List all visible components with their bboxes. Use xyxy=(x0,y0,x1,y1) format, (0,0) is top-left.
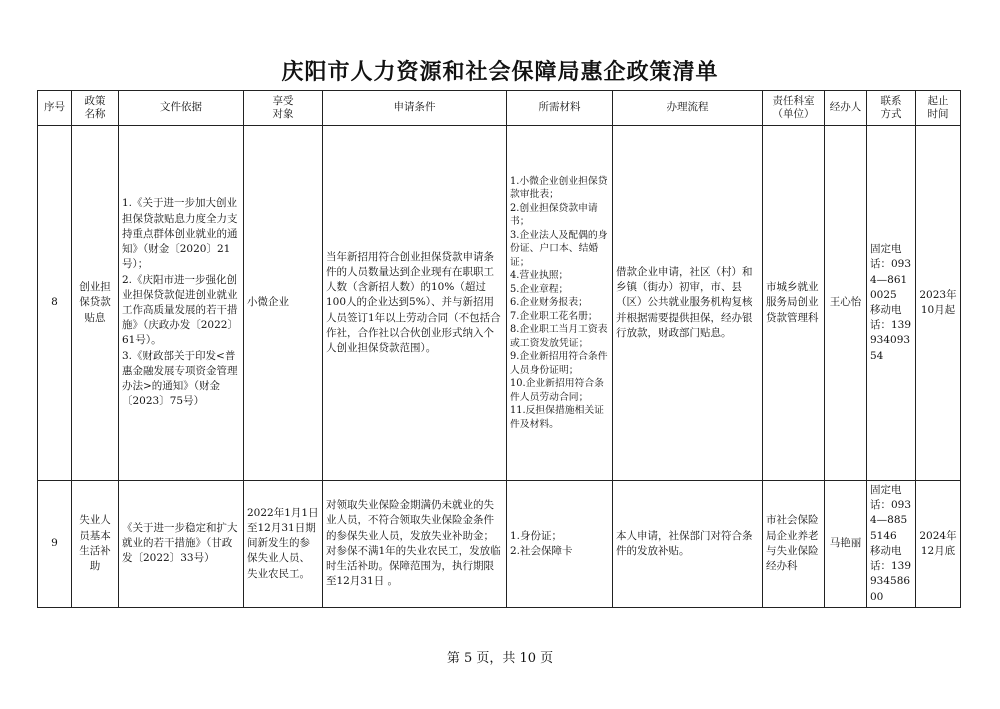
row-dept: 市社会保险局企业养老与失业保险经办科 xyxy=(763,481,825,608)
row-contact: 固定电话：0934—8610025 移动电话：13993409354 xyxy=(867,126,916,481)
page-footer: 第 5 页，共 10 页 xyxy=(446,651,554,666)
header-handler: 经办人 xyxy=(825,91,867,126)
row-policy-name: 创业担保贷款贴息 xyxy=(72,126,119,481)
row-period: 2024年12月底 xyxy=(916,481,961,608)
header-conditions: 申请条件 xyxy=(323,91,507,126)
row-process: 本人申请，社保部门对符合条件的发放补贴。 xyxy=(613,481,763,608)
row-target: 小微企业 xyxy=(244,126,323,481)
row-no: 9 xyxy=(38,481,72,608)
header-no: 序号 xyxy=(38,91,72,126)
header-basis: 文件依据 xyxy=(119,91,244,126)
header-policy-name: 政策 名称 xyxy=(72,91,119,126)
header-period: 起止 时间 xyxy=(916,91,961,126)
header-process: 办理流程 xyxy=(613,91,763,126)
row-handler: 王心怡 xyxy=(825,126,867,481)
row-policy-name: 失业人员基本生活补助 xyxy=(72,481,119,608)
page-title: 庆阳市人力资源和社会保障局惠企政策清单 xyxy=(281,59,719,85)
table-row xyxy=(38,126,961,481)
header-materials: 所需材料 xyxy=(507,91,613,126)
row-basis: 《关于进一步稳定和扩大就业的若干措施》（甘政发〔2022〕33号） xyxy=(119,481,244,608)
policy-table xyxy=(37,90,961,608)
row-contact: 固定电话：0934—8855146 移动电话：13993458600 xyxy=(867,481,916,608)
row-basis: 1.《关于进一步加大创业担保贷款贴息力度全力支持重点群体创业就业的通知》（财金〔2020〕21号）； 2.《庆阳市进一步强化创业担保贷款促进创业就业工作高质量发展的若干措施》（庆政办发〔2022〕61号）。 3.《财政部关于印发<普惠金融发展专项资金管理办法>的通知》（财金〔2023〕75号） xyxy=(119,126,244,481)
row-conditions: 当年新招用符合创业担保贷款申请条件的人员数量达到企业现有在职职工人数（含新招人数）的10%（超过100人的企业达到5%）、并与新招用人员签订1年以上劳动合同（不包括合作社，合作社以合伙创业形式纳入个人创业担保贷款范围）。 xyxy=(323,126,507,481)
header-contact: 联系 方式 xyxy=(867,91,916,126)
row-dept: 市城乡就业服务局创业贷款管理科 xyxy=(763,126,825,481)
row-period: 2023年10月起 xyxy=(916,126,961,481)
row-materials: 1.身份证； 2.社会保障卡 xyxy=(507,481,613,608)
row-handler: 马艳丽 xyxy=(825,481,867,608)
row-process: 借款企业申请，社区（村）和乡镇（街办）初审，市、县（区）公共就业服务机构复核并根据需要提供担保，经办银行放款，财政部门贴息。 xyxy=(613,126,763,481)
table-header-row xyxy=(38,91,961,126)
row-target: 2022年1月1日至12月31日期间新发生的参保失业人员、失业农民工。 xyxy=(244,481,323,608)
table-row xyxy=(38,481,961,608)
row-materials: 1.小微企业创业担保贷款审批表； 2.创业担保贷款申请书； 3.企业法人及配偶的身份证、户口本、结婚证； 4.营业执照； 5.企业章程； 6.企业财务报表； 7.企业职工花名册； 8.企业职工当月工资表或工资发放凭证； 9.企业新招用符合条件人员身份证明； 10.企业新招用符合条件人员劳动合同； 11.反担保措施相关证件及材料。 xyxy=(507,126,613,481)
row-no: 8 xyxy=(38,126,72,481)
row-conditions: 对领取失业保险金期满仍未就业的失业人员，不符合领取失业保险金条件的参保失业人员，发放失业补助金；对参保不满1年的失业农民工，发放临时生活补助。保障范围为，执行期限至12月31日 。 xyxy=(323,481,507,608)
header-dept: 责任科室 （单位） xyxy=(763,91,825,126)
header-target: 享受 对象 xyxy=(244,91,323,126)
